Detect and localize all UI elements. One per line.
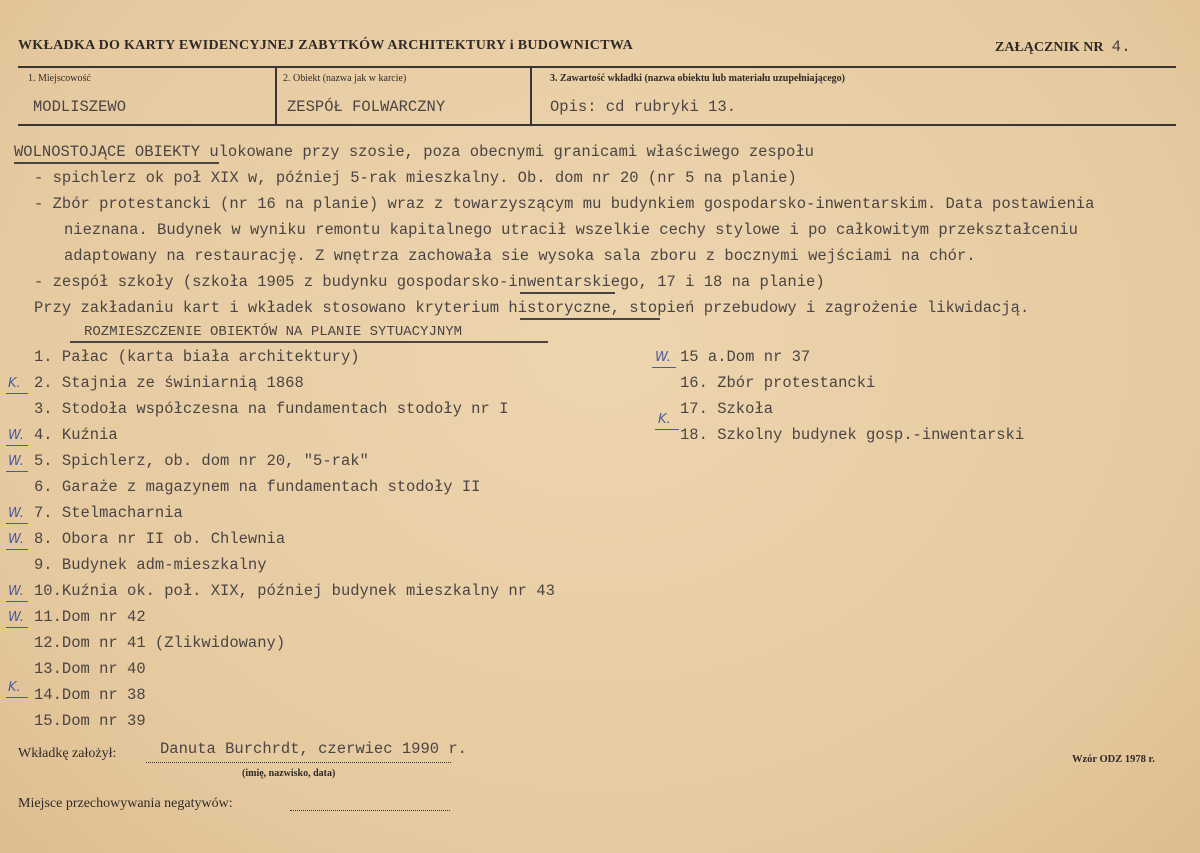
list-item: 6. Garaże z magazynem na fundamentach stodoły II: [34, 478, 481, 496]
list-item: 11.Dom nr 42: [34, 608, 146, 626]
body-line-6: - zespół szkoły (szkoła 1905 z budynku gospodarsko-inwentarskiego, 17 i 18 na planie): [34, 273, 825, 291]
underline-kryterium: [520, 318, 660, 320]
list-mark: W.: [8, 584, 24, 599]
list-item: 4. Kuźnia: [34, 426, 118, 444]
header-top-rule: [18, 66, 1176, 68]
created-by-caption: (imię, nazwisko, data): [242, 768, 336, 779]
body-line-7: Przy zakładaniu kart i wkładek stosowano kryterium historyczne, stopień przebudowy i zagrożenie likwidacją.: [34, 299, 1030, 317]
list-item: 10.Kuźnia ok. poł. XIX, później budynek mieszkalny nr 43: [34, 582, 555, 600]
list-item: 1. Pałac (karta biała architektury): [34, 348, 360, 366]
attachment-number: 4.: [1111, 38, 1131, 56]
list-item: 7. Stelmacharnia: [34, 504, 183, 522]
list-item: 18. Szkolny budynek gosp.-inwentarski: [680, 426, 1025, 444]
list-item: 16. Zbór protestancki: [680, 374, 876, 392]
list-mark-underline: [655, 429, 679, 430]
attachment-number-label: [995, 38, 1131, 56]
list-item: 15 a.Dom nr 37: [680, 348, 811, 366]
content-value: Opis: cd rubryki 13.: [550, 98, 737, 116]
card-title: WKŁADKA DO KARTY EWIDENCYJNEJ ZABYTKÓW ARCHITEKTURY i BUDOWNICTWA: [18, 38, 634, 53]
list-mark: W.: [655, 350, 671, 365]
list-mark: W.: [8, 506, 24, 521]
section-heading: ROZMIESZCZENIE OBIEKTÓW NA PLANIE SYTUACYJNYM: [84, 324, 463, 340]
list-mark-underline: [6, 471, 28, 472]
field-divider-1: [275, 66, 277, 124]
form-code: Wzór ODZ 1978 r.: [1072, 754, 1155, 765]
body-line-2: - spichlerz ok poł XIX w, później 5-rak mieszkalny. Ob. dom nr 20 (nr 5 na planie): [34, 169, 797, 187]
locality-label: 1. Miejscowość: [28, 73, 91, 84]
attachment-label: ZAŁĄCZNIK NR: [995, 40, 1104, 55]
locality-value: MODLISZEWO: [33, 98, 127, 116]
list-item: 13.Dom nr 40: [34, 660, 146, 678]
header-bottom-rule: [18, 124, 1176, 126]
list-mark: K.: [8, 376, 21, 391]
list-item: 12.Dom nr 41 (Zlikwidowany): [34, 634, 286, 652]
list-mark-underline: [6, 601, 28, 602]
underline-inwentarskiego: [520, 292, 615, 294]
list-mark: W.: [8, 532, 24, 547]
body-line-4: nieznana. Budynek w wyniku remontu kapitalnego utracił wszelkie cechy stylowe i po całkowitym przekształceniu: [64, 221, 1078, 239]
created-by-label: Wkładkę założył:: [18, 746, 117, 761]
list-mark-underline: [6, 627, 28, 628]
created-by-line: [146, 762, 451, 763]
body-line-5: adaptowany na restaurację. Z wnętrza zachowała sie wysoka sala zboru z bocznymi wejściami na chór.: [64, 247, 976, 265]
list-mark-underline: [6, 393, 28, 394]
content-label: 3. Zawartość wkładki (nazwa obiektu lub materiału uzupełniającego): [550, 73, 846, 84]
heading-underline-1: [14, 162, 219, 164]
list-mark-underline: [6, 697, 28, 698]
list-mark-underline: [6, 549, 28, 550]
body-line-3: - Zbór protestancki (nr 16 na planie) wraz z towarzyszącym mu budynkiem gospodarsko-inwentarskim. Data postawienia: [34, 195, 1095, 213]
list-item: 8. Obora nr II ob. Chlewnia: [34, 530, 286, 548]
negatives-storage-line: [290, 810, 450, 811]
list-item: 17. Szkoła: [680, 400, 774, 418]
list-item: 5. Spichlerz, ob. dom nr 20, "5-rak": [34, 452, 369, 470]
list-item: 15.Dom nr 39: [34, 712, 146, 730]
object-value: ZESPÓŁ FOLWARCZNY: [287, 98, 446, 116]
list-mark-underline: [6, 523, 28, 524]
negatives-storage-label: Miejsce przechowywania negatywów:: [18, 796, 233, 811]
list-mark: W.: [8, 610, 24, 625]
list-mark-underline: [652, 367, 676, 368]
field-divider-2: [530, 66, 532, 124]
list-item: 3. Stodoła współczesna na fundamentach stodoły nr I: [34, 400, 509, 418]
list-item: 2. Stajnia ze świniarnią 1868: [34, 374, 304, 392]
list-mark: K.: [8, 680, 21, 695]
list-mark-underline: [6, 445, 28, 446]
object-label: 2. Obiekt (nazwa jak w karcie): [283, 73, 407, 84]
list-mark: W.: [8, 428, 24, 443]
list-mark: W.: [8, 454, 24, 469]
created-by-value: Danuta Burchrdt, czerwiec 1990 r.: [160, 740, 467, 758]
list-item: 9. Budynek adm-mieszkalny: [34, 556, 267, 574]
section-heading-underline: [70, 341, 548, 343]
body-line-1: WOLNOSTOJĄCE OBIEKTY ulokowane przy szosie, poza obecnymi granicami właściwego zespołu: [14, 143, 814, 161]
list-mark: K.: [658, 412, 671, 427]
list-item: 14.Dom nr 38: [34, 686, 146, 704]
